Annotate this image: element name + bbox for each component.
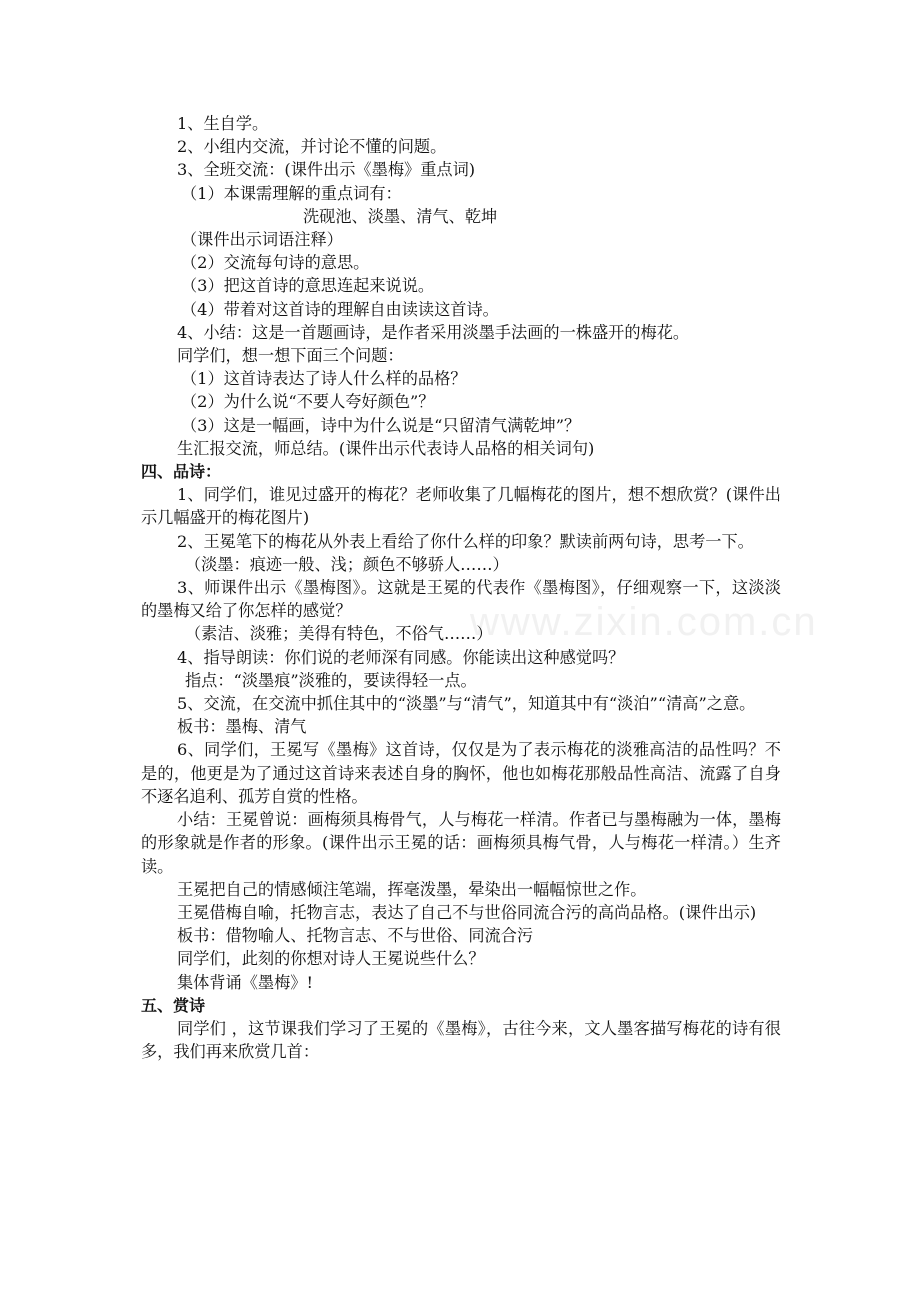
paragraph: 1、生自学。 — [177, 114, 269, 133]
paragraph: （4）带着对这首诗的理解自由读读这首诗。 — [181, 299, 499, 319]
paragraph: 6、同学们，王冕写《墨梅》这首诗，仅仅是为了表示梅花的淡雅高洁的品性吗？不是的，他更是为了通过这首诗来表述自身的胸怀，他也如梅花那般品性高洁、流露了自身不逐名追利、孤芳自赏的性格。 — [141, 740, 781, 806]
paragraph: 集体背诵《墨梅》! — [177, 972, 314, 992]
paragraph: 3、全班交流：(课件出示《墨梅》重点词) — [177, 160, 476, 180]
paragraph: 同学们 ，这节课我们学习了王冕的《墨梅》，古往今来，文人墨客描写梅花的诗有很多，我们再来欣赏几首： — [141, 1018, 781, 1062]
paragraph: 1、同学们，谁见过盛开的梅花？老师收集了几幅梅花的图片，想不想欣赏？(课件出示几幅盛开的梅花图片) — [141, 485, 781, 528]
paragraph: 生汇报交流，师总结。(课件出示代表诗人品格的相关词句) — [177, 438, 595, 458]
paragraph: 指点：“淡墨痕”淡雅的，要读得轻一点。 — [185, 670, 477, 690]
paragraph: 王冕借梅自喻，托物言志，表达了自己不与世俗同流合污的高尚品格。(课件出示) — [177, 902, 757, 922]
section-heading: 五、赏诗 — [141, 995, 206, 1015]
document-body — [141, 112, 781, 1063]
paragraph: （2）交流每句诗的意思。 — [181, 253, 370, 273]
paragraph: （1）本课需理解的重点词有： — [181, 183, 402, 203]
paragraph: 同学们，想一想下面三个问题： — [177, 346, 404, 366]
paragraph: 3、师课件出示《墨梅图》。这就是王冕的代表作《墨梅图》，仔细观察一下，这淡淡的墨梅又给了你怎样的感觉？ — [141, 578, 781, 621]
paragraph: 4、小结：这是一首题画诗，是作者采用淡墨手法画的一株盛开的梅花。 — [177, 322, 690, 342]
paragraph: （1）这首诗表达了诗人什么样的品格？ — [181, 369, 467, 389]
paragraph: （3）把这首诗的意思连起来说说。 — [181, 276, 435, 296]
paragraph: （课件出示词语注释） — [181, 230, 343, 250]
paragraph: （2）为什么说“不要人夸好颜色”？ — [181, 392, 435, 412]
paragraph: 小结：王冕曾说：画梅须具梅骨气，人与梅花一样清。作者已与墨梅融为一体，墨梅的形象就是作者的形象。(课件出示王冕的话：画梅须具梅气骨，人与梅花一样清。）生齐读。 — [141, 810, 781, 876]
paragraph: 板书：墨梅、清气 — [177, 717, 307, 737]
paragraph: 板书：借物喻人、托物言志、不与世俗、同流合污 — [177, 926, 534, 946]
paragraph: （素洁、淡雅；美得有特色，不俗气……） — [185, 624, 493, 644]
section-heading: 四、品诗： — [141, 462, 222, 482]
paragraph: 5、交流，在交流中抓住其中的“淡墨”与“清气”，知道其中有“淡泊”“清高”之意。 — [177, 694, 756, 714]
paragraph: （淡墨：痕迹一般、浅；颜色不够骄人……） — [185, 554, 509, 574]
paragraph: 同学们，此刻的你想对诗人王冕说些什么？ — [177, 949, 485, 969]
paragraph: 2、小组内交流，并讨论不懂的问题。 — [177, 137, 447, 157]
paragraph: 2、王冕笔下的梅花从外表上看给了你什么样的印象？默读前两句诗，思考一下。 — [177, 531, 754, 551]
watermark: www.zixin.com.cn — [470, 600, 818, 644]
paragraph: 王冕把自己的情感倾注笔端，挥毫泼墨，晕染出一幅幅惊世之作。 — [177, 879, 647, 899]
paragraph: （3）这是一幅画，诗中为什么说是“只留清气满乾坤”？ — [181, 415, 581, 435]
key-words: 洗砚池、淡墨、清气、乾坤 — [303, 206, 498, 226]
paragraph: 4、指导朗读：你们说的老师深有同感。你能读出这种感觉吗？ — [177, 647, 625, 667]
